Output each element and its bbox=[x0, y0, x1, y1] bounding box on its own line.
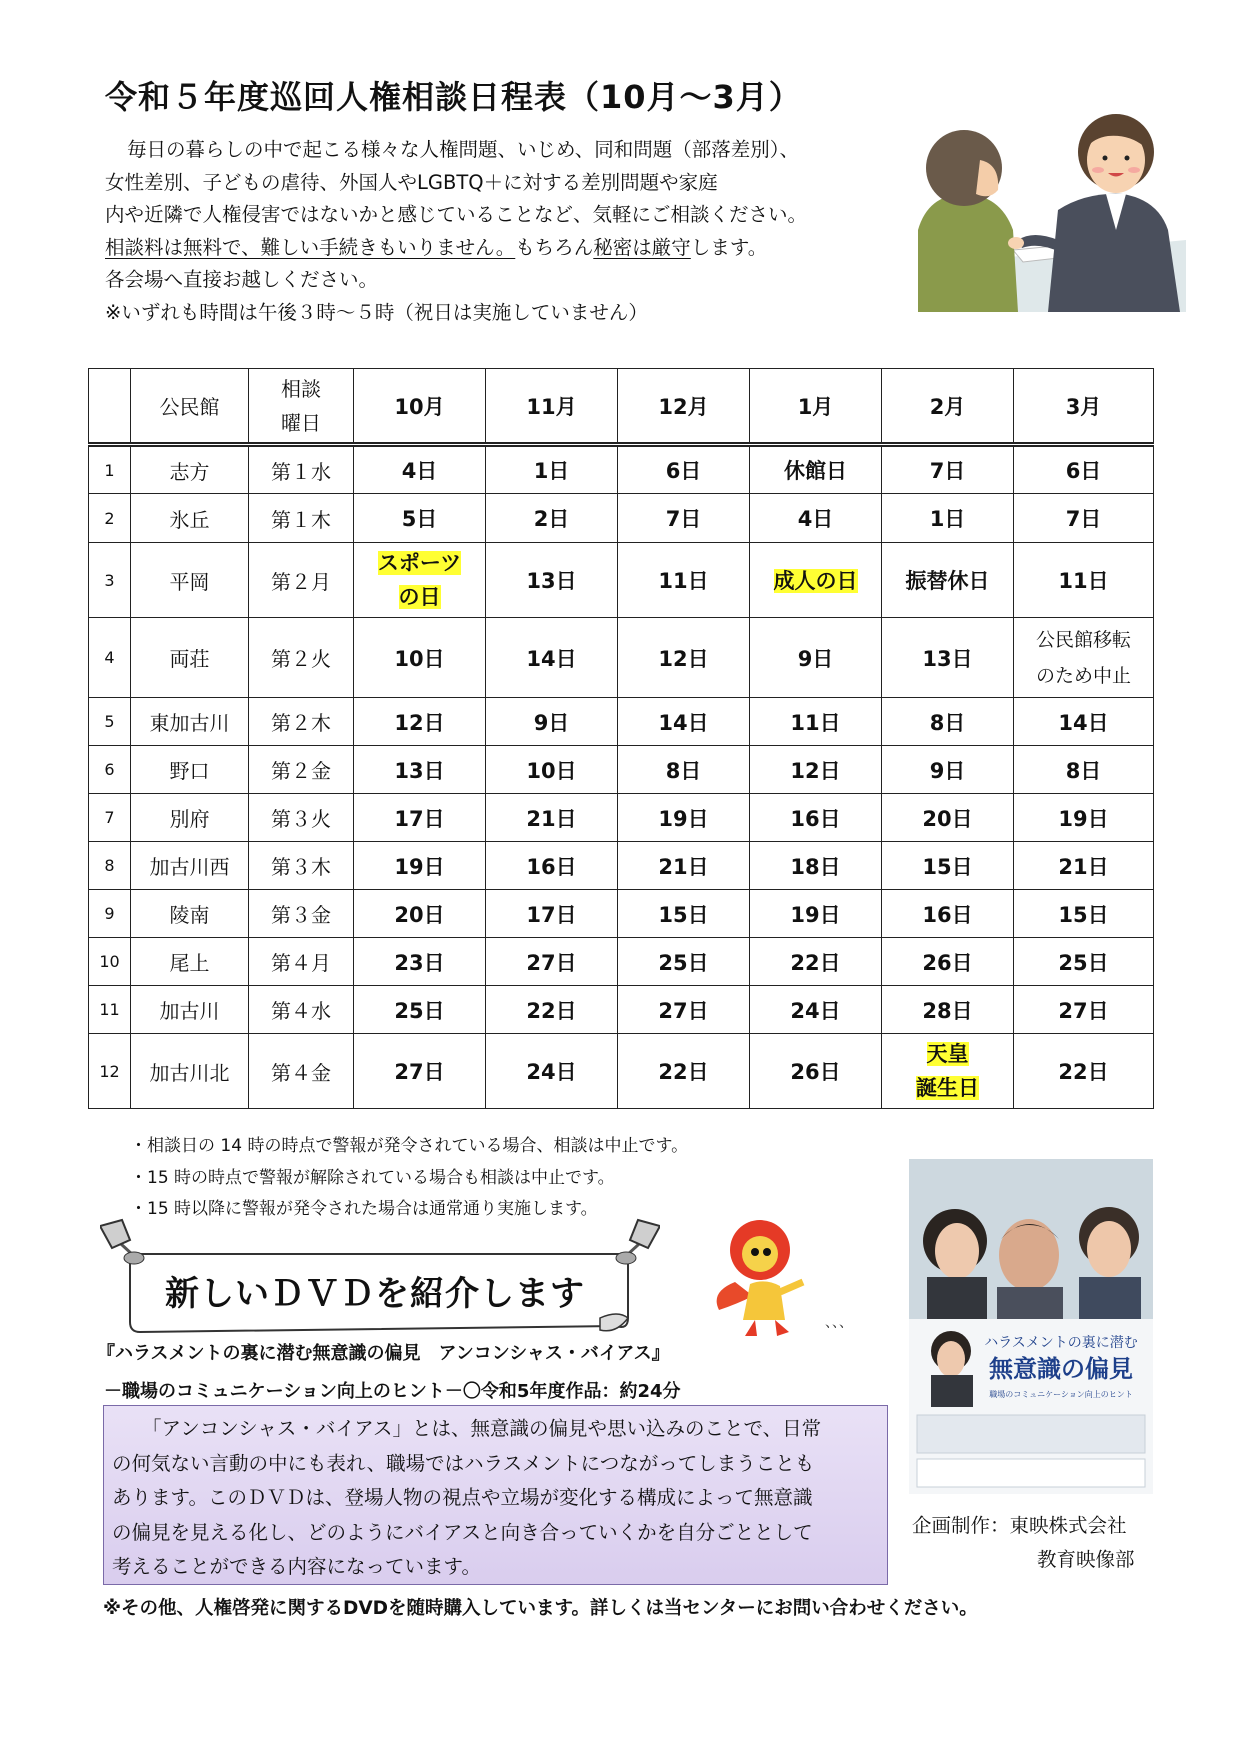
weekday-cell: 第２月 bbox=[249, 543, 354, 618]
date-cell: 28日 bbox=[882, 986, 1014, 1034]
weekday-cell: 第１木 bbox=[249, 494, 354, 543]
date-cell: 14日 bbox=[486, 618, 618, 698]
free-note: 相談料は無料で、難しい手続きもいりません。 bbox=[105, 235, 516, 259]
date-cell: 11日 bbox=[750, 698, 882, 746]
time-note: ※いずれも時間は午後３時～５時（祝日は実施していません） bbox=[105, 300, 648, 324]
date-cell: 12日 bbox=[618, 618, 750, 698]
venue-cell: 両荘 bbox=[131, 618, 249, 698]
mascot-illustration bbox=[715, 1212, 865, 1342]
date-cell: 8日 bbox=[882, 698, 1014, 746]
date-cell: 27日 bbox=[354, 1034, 486, 1109]
date-cell: 23日 bbox=[354, 938, 486, 986]
table-row bbox=[89, 794, 1154, 842]
banner-title: 新しいＤＶＤを紹介します bbox=[165, 1274, 585, 1314]
date-cell: 24日 bbox=[486, 1034, 618, 1109]
date-cell: 27日 bbox=[618, 986, 750, 1034]
description-line: あります。このＤＶＤは、登場人物の視点や立場が変化する構成によって無意識 bbox=[112, 1486, 813, 1509]
venue-cell: 陵南 bbox=[131, 890, 249, 938]
date-cell: 18日 bbox=[750, 842, 882, 890]
date-cell: 15日 bbox=[882, 842, 1014, 890]
date-cell: 14日 bbox=[1014, 698, 1154, 746]
table-row bbox=[89, 618, 1154, 698]
table-row bbox=[89, 746, 1154, 794]
date-cell: 16日 bbox=[882, 890, 1014, 938]
table-row bbox=[89, 842, 1154, 890]
date-cell: 8日 bbox=[1014, 746, 1154, 794]
table-row bbox=[89, 698, 1154, 746]
intro-text bbox=[105, 134, 925, 329]
row-number: 1 bbox=[89, 445, 131, 494]
header-weekday bbox=[249, 369, 354, 445]
cancel-note-line: のため中止 bbox=[1035, 664, 1131, 687]
dvd-title: 『ハラスメントの裏に潜む無意識の偏見 アンコンシャス・バイアス』 bbox=[97, 1343, 670, 1364]
cancel-note-line: 公民館移転 bbox=[1035, 628, 1131, 651]
weekday-cell: 第１水 bbox=[249, 445, 354, 494]
row-number: 8 bbox=[89, 842, 131, 890]
intro-fragment: します。 bbox=[690, 235, 768, 259]
intro-line: 内や近隣で人権侵害ではないかと感じていることなど、気軽にご相談ください。 bbox=[105, 203, 808, 226]
note-line: ・15 時の時点で警報が解除されている場合も相談は中止です。 bbox=[130, 1167, 615, 1188]
weekday-cell: 第４月 bbox=[249, 938, 354, 986]
date-cell: 26日 bbox=[882, 938, 1014, 986]
holiday-label: 天皇 bbox=[926, 1042, 969, 1066]
date-cell: 12日 bbox=[750, 746, 882, 794]
note-line: ・15 時以降に警報が発令された場合は通常通り実施します。 bbox=[130, 1199, 598, 1219]
date-cell: 24日 bbox=[750, 986, 882, 1034]
date-cell: 2日 bbox=[486, 494, 618, 543]
venue-cell: 別府 bbox=[131, 794, 249, 842]
venue-cell: 氷丘 bbox=[131, 494, 249, 543]
cover-title-line2: 無意識の偏見 bbox=[989, 1355, 1133, 1383]
table-header-row bbox=[89, 369, 1154, 445]
note-line: ・相談日の 14 時の時点で警報が発令されている場合、相談は中止です。 bbox=[130, 1136, 689, 1156]
date-cell: 25日 bbox=[618, 938, 750, 986]
row-number: 11 bbox=[89, 986, 131, 1034]
header-month: 11月 bbox=[486, 369, 618, 445]
table-row bbox=[89, 543, 1154, 618]
description-line: 「アンコンシャス・バイアス」とは、無意識の偏見や思い込みのことで、日常 bbox=[142, 1417, 822, 1440]
dvd-description bbox=[103, 1405, 888, 1585]
weekday-cell: 第４水 bbox=[249, 986, 354, 1034]
holiday-label: の日 bbox=[398, 585, 441, 609]
row-number: 10 bbox=[89, 938, 131, 986]
date-cell: 10日 bbox=[486, 746, 618, 794]
date-cell: 20日 bbox=[882, 794, 1014, 842]
page-title: 令和５年度巡回人権相談日程表（10月～3月） bbox=[105, 78, 802, 116]
weekday-cell: 第３火 bbox=[249, 794, 354, 842]
weekday-cell: 第２木 bbox=[249, 698, 354, 746]
row-number: 7 bbox=[89, 794, 131, 842]
description-line: の偏見を見える化し、どのようにバイアスと向き合っていくかを自分ごととして bbox=[112, 1520, 813, 1544]
row-number: 4 bbox=[89, 618, 131, 698]
date-cell: 5日 bbox=[354, 494, 486, 543]
pushpin-icon bbox=[100, 1220, 144, 1264]
date-cell: 22日 bbox=[486, 986, 618, 1034]
header-month: 2月 bbox=[882, 369, 1014, 445]
weekday-cell: 第２金 bbox=[249, 746, 354, 794]
holiday-label: 成人の日 bbox=[773, 569, 858, 593]
weekday-cell: 第２火 bbox=[249, 618, 354, 698]
header-venue: 公民館 bbox=[131, 369, 249, 445]
date-cell: 休館日 bbox=[750, 445, 882, 494]
date-cell: 16日 bbox=[750, 794, 882, 842]
date-cell: 22日 bbox=[1014, 1034, 1154, 1109]
motion-dots: 、、、 bbox=[825, 1315, 853, 1331]
date-cell: 4日 bbox=[354, 445, 486, 494]
venue-cell: 加古川北 bbox=[131, 1034, 249, 1109]
schedule-table bbox=[88, 368, 1154, 1109]
date-cell: 9日 bbox=[486, 698, 618, 746]
header-weekday-line2: 曜日 bbox=[281, 410, 321, 435]
date-cell: 12日 bbox=[354, 698, 486, 746]
date-cell: 16日 bbox=[486, 842, 618, 890]
header-month: 3月 bbox=[1014, 369, 1154, 445]
venue-cell: 平岡 bbox=[131, 543, 249, 618]
cover-tagline: 職場のコミュニケーション向上のヒント bbox=[989, 1390, 1133, 1399]
date-cell: 6日 bbox=[1014, 445, 1154, 494]
date-cell: 22日 bbox=[750, 938, 882, 986]
description-line: 考えることができる内容になっています。 bbox=[112, 1555, 481, 1578]
weekday-cell: 第３金 bbox=[249, 890, 354, 938]
date-cell: 14日 bbox=[618, 698, 750, 746]
intro-line: 女性差別、子どもの虐待、外国人やLGBTQ＋に対する差別問題や家庭 bbox=[105, 170, 718, 194]
dvd-cover-image bbox=[909, 1159, 1153, 1494]
date-cell: 27日 bbox=[486, 938, 618, 986]
description-line: の何気ない言動の中にも表れ、職場ではハラスメントにつながってしまうことも bbox=[112, 1451, 815, 1475]
holiday-cell bbox=[354, 543, 486, 618]
date-cell: 11日 bbox=[1014, 543, 1154, 618]
venue-cell: 加古川 bbox=[131, 986, 249, 1034]
footer-note: ※その他、人権啓発に関するDVDを随時購入しています。詳しくは当センターにお問い合わせください。 bbox=[103, 1598, 978, 1619]
consultation-illustration bbox=[918, 90, 1186, 312]
date-cell: 13日 bbox=[486, 543, 618, 618]
row-number: 3 bbox=[89, 543, 131, 618]
date-cell: 19日 bbox=[750, 890, 882, 938]
producer-department: 教育映像部 bbox=[1037, 1548, 1135, 1571]
row-number: 2 bbox=[89, 494, 131, 543]
date-cell: 1日 bbox=[486, 445, 618, 494]
date-cell: 4日 bbox=[750, 494, 882, 543]
header-month: 1月 bbox=[750, 369, 882, 445]
date-cell: 11日 bbox=[618, 543, 750, 618]
date-cell: 19日 bbox=[618, 794, 750, 842]
date-cell: 25日 bbox=[1014, 938, 1154, 986]
venue-cell: 東加古川 bbox=[131, 698, 249, 746]
intro-line: 各会場へ直接お越しください。 bbox=[105, 268, 379, 291]
date-cell: 7日 bbox=[1014, 494, 1154, 543]
date-cell: 25日 bbox=[354, 986, 486, 1034]
header-month: 12月 bbox=[618, 369, 750, 445]
table-row bbox=[89, 1034, 1154, 1109]
date-cell: 10日 bbox=[354, 618, 486, 698]
date-cell: 27日 bbox=[1014, 986, 1154, 1034]
table-row bbox=[89, 890, 1154, 938]
intro-fragment: もちろん bbox=[515, 235, 594, 259]
date-cell: 9日 bbox=[882, 746, 1014, 794]
date-cell: 19日 bbox=[1014, 794, 1154, 842]
date-cell: 21日 bbox=[618, 842, 750, 890]
date-cell: 17日 bbox=[486, 890, 618, 938]
intro-line: 毎日の暮らしの中で起こる様々な人権問題、いじめ、同和問題（部落差別）、 bbox=[127, 138, 799, 161]
date-cell: 8日 bbox=[618, 746, 750, 794]
row-number: 12 bbox=[89, 1034, 131, 1109]
date-cell: 1日 bbox=[882, 494, 1014, 543]
header-weekday-line1: 相談 bbox=[281, 376, 321, 401]
date-cell: 9日 bbox=[750, 618, 882, 698]
cover-title-line1: ハラスメントの裏に潜む bbox=[984, 1335, 1138, 1351]
date-cell: 17日 bbox=[354, 794, 486, 842]
date-cell: 22日 bbox=[618, 1034, 750, 1109]
holiday-cell bbox=[882, 1034, 1014, 1109]
date-cell: 19日 bbox=[354, 842, 486, 890]
dvd-subtitle: －職場のコミュニケーション向上のヒント－〇令和5年度作品：約24分 bbox=[104, 1381, 681, 1402]
weekday-cell: 第３木 bbox=[249, 842, 354, 890]
table-row bbox=[89, 938, 1154, 986]
secrecy-note: 秘密は厳守 bbox=[593, 235, 691, 259]
venue-cell: 野口 bbox=[131, 746, 249, 794]
date-cell: 6日 bbox=[618, 445, 750, 494]
holiday-label: スポーツ bbox=[377, 551, 462, 575]
date-cell: 20日 bbox=[354, 890, 486, 938]
date-cell: 13日 bbox=[882, 618, 1014, 698]
producer-credit: 企画制作：東映株式会社 bbox=[912, 1514, 1127, 1537]
row-number: 5 bbox=[89, 698, 131, 746]
date-cell: 7日 bbox=[618, 494, 750, 543]
date-cell: 15日 bbox=[1014, 890, 1154, 938]
holiday-cell bbox=[750, 543, 882, 618]
intro-line bbox=[105, 232, 925, 265]
table-row bbox=[89, 986, 1154, 1034]
table-row bbox=[89, 494, 1154, 543]
holiday-cell: 振替休日 bbox=[882, 543, 1014, 618]
header-month: 10月 bbox=[354, 369, 486, 445]
venue-cell: 尾上 bbox=[131, 938, 249, 986]
date-cell: 13日 bbox=[354, 746, 486, 794]
header-no bbox=[89, 369, 131, 445]
table-row bbox=[89, 445, 1154, 494]
date-cell: 15日 bbox=[618, 890, 750, 938]
row-number: 9 bbox=[89, 890, 131, 938]
weekday-cell: 第４金 bbox=[249, 1034, 354, 1109]
date-cell: 21日 bbox=[486, 794, 618, 842]
date-cell: 7日 bbox=[882, 445, 1014, 494]
row-number: 6 bbox=[89, 746, 131, 794]
warning-notes bbox=[130, 1131, 688, 1226]
cancel-note-cell bbox=[1014, 618, 1154, 698]
venue-cell: 加古川西 bbox=[131, 842, 249, 890]
pushpin-icon bbox=[616, 1220, 660, 1264]
venue-cell: 志方 bbox=[131, 445, 249, 494]
date-cell: 21日 bbox=[1014, 842, 1154, 890]
date-cell: 26日 bbox=[750, 1034, 882, 1109]
holiday-label: 誕生日 bbox=[916, 1076, 979, 1100]
